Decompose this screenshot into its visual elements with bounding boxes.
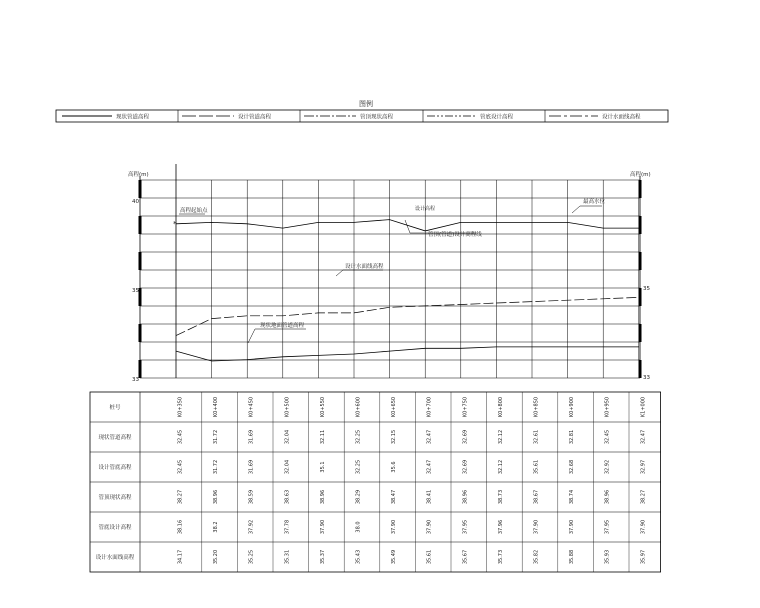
table-cell: 38.59 [248,489,255,505]
annotation-start: 高程起始点 [180,208,208,214]
table-cell: 37.90 [569,519,576,535]
table-cell: 37.90 [319,519,326,535]
left-axis-band [139,180,142,198]
table-cell: 35.93 [604,549,611,565]
table-cell: 38.0 [355,521,362,533]
series-design-water [176,297,639,335]
table-cell: 35.1 [319,461,326,473]
table-cell: 31.72 [213,429,220,445]
table-cell: 38.96 [462,489,469,505]
table-cell: 32.81 [569,429,576,445]
table-cell: 37.92 [248,519,255,535]
table-cell: 38.47 [391,489,398,505]
table-cell: 37.90 [533,519,540,535]
table-cell: 34.17 [177,549,184,565]
legend-label-3: 管顶现状高程 [360,114,394,121]
table-cell: 37.95 [462,519,469,535]
table-cell: 37.90 [640,519,647,535]
data-table [90,392,661,572]
table-cell: 38.96 [319,489,326,505]
table-cell: 38.29 [355,489,362,505]
plot-grid [140,180,640,378]
table-cell: 37.78 [284,519,291,535]
table-row-label: 桩号 [109,405,121,411]
table-cell: 38.96 [213,489,220,505]
table-cell: K0+950 [604,396,611,418]
table-cell: K0+550 [319,396,326,418]
legend-label-4: 管底设计高程 [480,114,514,121]
table-cell: 32.47 [426,429,433,445]
table-cell: 38.67 [533,489,540,505]
legend-label-1: 现状管道高程 [116,114,150,121]
left-axis-band [139,360,142,378]
left-axis-band [139,324,142,342]
table-cell: 35.97 [640,549,647,565]
table-cell: 32.97 [640,459,647,475]
table-cell: 38.2 [213,521,220,533]
table-cell: K0+850 [533,396,540,418]
table-cell: 35.73 [497,549,504,565]
right-axis-band [639,180,642,198]
annotation-design-water: 设计水面线高程 [345,264,384,270]
table-cell: 38.16 [177,519,184,535]
series-design-pipe [176,347,639,361]
table-cell: 35.49 [391,549,398,565]
table-cell: 38.96 [604,489,611,505]
table-cell: 31.72 [213,459,220,475]
table-cell: 32.45 [604,429,611,445]
table-cell: 32.69 [462,459,469,475]
table-cell: 38.27 [640,489,647,505]
table-row-label: 设计水面线高程 [95,555,135,561]
legend-label-2: 设计管道高程 [238,114,272,121]
table-cell: 32.25 [355,429,362,445]
table-cell: 38.27 [177,489,184,505]
table-cell: K0+400 [213,396,220,418]
table-row-label: 管底设计高程 [98,525,132,531]
table-cell: 35.20 [213,549,220,565]
legend-title: 图例 [359,100,373,108]
table-cell: 35.37 [319,549,326,565]
legend [56,99,668,122]
table-row-label: 现状管道高程 [98,435,132,441]
table-cell: K0+500 [284,396,291,418]
start-point-marker: * [173,219,177,228]
table-cell: 38.63 [284,489,291,505]
table-cell: K0+350 [177,396,184,418]
series-existing-pipe [176,220,639,231]
table-cell: K0+600 [355,396,362,418]
table-cell: 35.6 [391,461,398,473]
right-axis-band [639,360,642,378]
table-cell: 32.45 [177,459,184,475]
table-cell: 32.25 [355,459,362,475]
table-cell: 32.92 [604,459,611,475]
left-axis-band [139,252,142,270]
table-cell: 32.61 [533,429,540,445]
table-cell: K1+000 [640,396,647,418]
table-cell: 32.15 [391,429,398,445]
table-cell: 35.82 [533,549,540,565]
right-axis-band [639,288,642,306]
table-cell: 31.69 [248,459,255,475]
annotation-drop: 管顶(管道)设计高程线 [428,232,482,238]
table-cell: 38.41 [426,489,433,505]
y-tick-left-40: 40 [132,199,139,205]
table-cell: K0+800 [497,396,504,418]
annotation-mid: 设计高程 [415,206,436,212]
table-row-label: 管顶现状高程 [98,495,132,501]
table-cell: 38.74 [569,489,576,505]
table-cell: 37.95 [604,519,611,535]
legend-label-5: 设计水面线高程 [602,114,641,121]
table-cell: 37.90 [391,519,398,535]
annotation-design-pipe: 现状地面管道高程 [260,323,305,329]
table-row-label: 设计管底高程 [98,465,132,471]
table-cell: 35.31 [284,549,291,565]
y-axis-label-left: 高程(m) [128,172,149,178]
table-cell: 32.12 [497,459,504,475]
table-cell: 38.73 [497,489,504,505]
table-cell: 32.45 [177,429,184,445]
table-cell: 32.04 [284,429,291,445]
table-cell: 32.69 [462,429,469,445]
y-axis-label-right: 高程(m) [630,172,651,178]
table-cell: 37.90 [426,519,433,535]
table-cell: 32.04 [284,459,291,475]
table-cell: 32.47 [640,429,647,445]
table-cell: K0+700 [426,396,433,418]
right-axis-band [639,324,642,342]
y-tick-right-35: 35 [643,286,650,292]
left-axis-band [139,288,142,306]
y-tick-left-35: 35 [132,288,139,294]
series-points [173,220,177,228]
axis-thick-ticks [139,180,642,378]
right-axis-band [639,216,642,234]
table-cell: 32.47 [426,459,433,475]
table-cell: 35.43 [355,549,362,565]
table-cell: 31.69 [248,429,255,445]
y-tick-right-33: 33 [643,375,650,381]
table-cell: 35.67 [462,549,469,565]
right-axis-band [639,252,642,270]
table-cell: 35.88 [569,549,576,565]
table-cell: 37.96 [497,519,504,535]
table-cell: K0+900 [569,396,576,418]
y-tick-left-33: 33 [132,377,139,383]
table-cell: 35.61 [533,459,540,475]
annotation-top-right: 最高水位 [583,199,606,205]
table-cell: K0+650 [391,396,398,418]
table-cell: K0+750 [462,396,469,418]
table-cell: 32.11 [319,429,326,445]
left-axis-band [139,216,142,234]
table-cell: 35.25 [248,549,255,565]
table-cell: 32.12 [497,429,504,445]
table-cell: 32.68 [569,459,576,475]
table-cell: K0+450 [248,396,255,418]
table-cell: 35.61 [426,549,433,565]
